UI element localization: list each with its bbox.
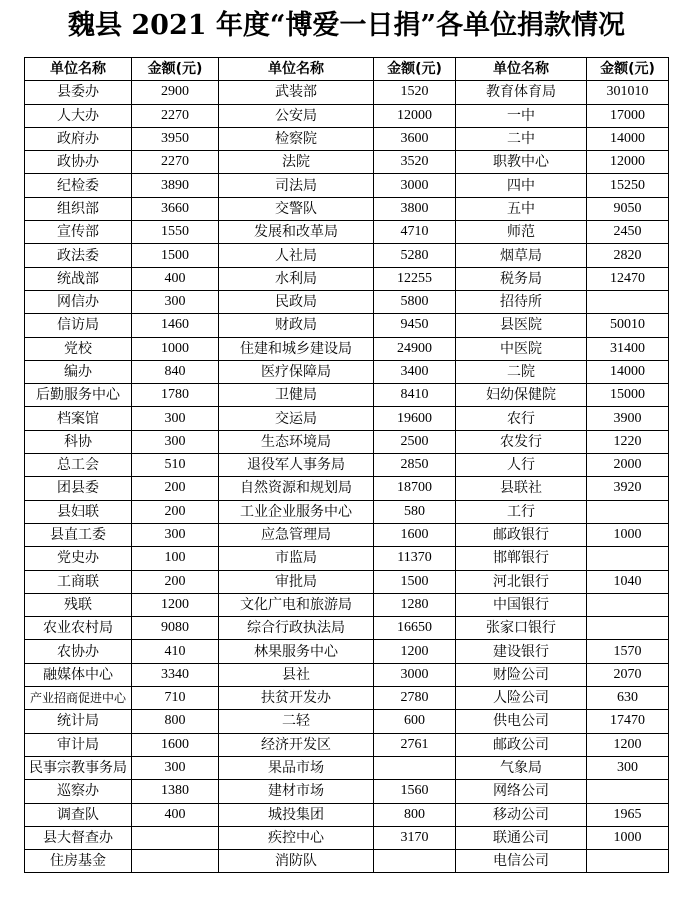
amount-cell-col1: 710 (132, 687, 219, 710)
unit-name-cell-col3: 师范 (456, 221, 587, 244)
amount-cell-col2: 2761 (374, 733, 456, 756)
unit-name-cell-col3: 二院 (456, 360, 587, 383)
unit-name-cell-col2: 文化广电和旅游局 (219, 593, 374, 616)
amount-cell-col1: 9080 (132, 617, 219, 640)
unit-name-cell-col2: 人社局 (219, 244, 374, 267)
table-row (25, 780, 669, 803)
amount-cell-col1: 300 (132, 523, 219, 546)
amount-cell-col2: 4710 (374, 221, 456, 244)
header-unit-name-2: 单位名称 (219, 58, 374, 81)
amount-cell-col1: 800 (132, 710, 219, 733)
amount-cell-col3 (587, 617, 669, 640)
unit-name-cell-col1: 政府办 (25, 127, 132, 150)
unit-name-cell-col3: 五中 (456, 197, 587, 220)
unit-name-cell-col2: 经济开发区 (219, 733, 374, 756)
unit-name-cell-col1: 编办 (25, 360, 132, 383)
unit-name-cell-col1: 住房基金 (25, 850, 132, 873)
amount-cell-col2: 1560 (374, 780, 456, 803)
amount-cell-col1: 300 (132, 756, 219, 779)
unit-name-cell-col1: 党校 (25, 337, 132, 360)
amount-cell-col2: 3800 (374, 197, 456, 220)
unit-name-cell-col3: 四中 (456, 174, 587, 197)
table-row (25, 267, 669, 290)
unit-name-cell-col2: 疾控中心 (219, 826, 374, 849)
table-row (25, 477, 669, 500)
unit-name-cell-col2: 果品市场 (219, 756, 374, 779)
unit-name-cell-col2: 县社 (219, 663, 374, 686)
amount-cell-col3: 14000 (587, 127, 669, 150)
table-row (25, 547, 669, 570)
amount-cell-col1: 1550 (132, 221, 219, 244)
amount-cell-col2: 600 (374, 710, 456, 733)
table-row (25, 523, 669, 546)
unit-name-cell-col3: 电信公司 (456, 850, 587, 873)
unit-name-cell-col1: 巡察办 (25, 780, 132, 803)
unit-name-cell-col3: 中医院 (456, 337, 587, 360)
header-unit-name-3: 单位名称 (456, 58, 587, 81)
amount-cell-col1: 3950 (132, 127, 219, 150)
amount-cell-col2: 8410 (374, 384, 456, 407)
table-row (25, 663, 669, 686)
amount-cell-col1: 2900 (132, 81, 219, 104)
table-row (25, 197, 669, 220)
unit-name-cell-col2: 建材市场 (219, 780, 374, 803)
unit-name-cell-col3: 人行 (456, 454, 587, 477)
amount-cell-col3: 2000 (587, 454, 669, 477)
amount-cell-col1: 100 (132, 547, 219, 570)
unit-name-cell-col3: 财险公司 (456, 663, 587, 686)
amount-cell-col3: 2820 (587, 244, 669, 267)
table-row (25, 756, 669, 779)
amount-cell-col2: 1520 (374, 81, 456, 104)
unit-name-cell-col1: 组织部 (25, 197, 132, 220)
unit-name-cell-col2: 生态环境局 (219, 430, 374, 453)
amount-cell-col3: 12470 (587, 267, 669, 290)
unit-name-cell-col1: 工商联 (25, 570, 132, 593)
table-body (25, 81, 669, 873)
unit-name-cell-col3: 教育体育局 (456, 81, 587, 104)
table-row (25, 593, 669, 616)
amount-cell-col3 (587, 290, 669, 313)
unit-name-cell-col1: 档案馆 (25, 407, 132, 430)
amount-cell-col1: 3890 (132, 174, 219, 197)
amount-cell-col2: 3600 (374, 127, 456, 150)
amount-cell-col2: 1280 (374, 593, 456, 616)
amount-cell-col3: 1570 (587, 640, 669, 663)
amount-cell-col3: 2070 (587, 663, 669, 686)
unit-name-cell-col3: 农发行 (456, 430, 587, 453)
amount-cell-col2: 1600 (374, 523, 456, 546)
amount-cell-col2 (374, 756, 456, 779)
amount-cell-col3 (587, 500, 669, 523)
amount-cell-col1: 1600 (132, 733, 219, 756)
amount-cell-col2: 5280 (374, 244, 456, 267)
table-row (25, 733, 669, 756)
unit-name-cell-col1: 产业招商促进中心 (25, 687, 132, 710)
unit-name-cell-col2: 检察院 (219, 127, 374, 150)
unit-name-cell-col1: 纪检委 (25, 174, 132, 197)
unit-name-cell-col1: 县委办 (25, 81, 132, 104)
unit-name-cell-col2: 工业企业服务中心 (219, 500, 374, 523)
unit-name-cell-col1: 党史办 (25, 547, 132, 570)
table-row (25, 127, 669, 150)
unit-name-cell-col2: 消防队 (219, 850, 374, 873)
unit-name-cell-col3: 建设银行 (456, 640, 587, 663)
amount-cell-col1: 1500 (132, 244, 219, 267)
unit-name-cell-col2: 民政局 (219, 290, 374, 313)
amount-cell-col2: 12255 (374, 267, 456, 290)
unit-name-cell-col3: 河北银行 (456, 570, 587, 593)
amount-cell-col1: 3340 (132, 663, 219, 686)
unit-name-cell-col2: 应急管理局 (219, 523, 374, 546)
header-amount-3: 金额(元) (587, 58, 669, 81)
unit-name-cell-col1: 调查队 (25, 803, 132, 826)
amount-cell-col2: 12000 (374, 104, 456, 127)
amount-cell-col2: 5800 (374, 290, 456, 313)
unit-name-cell-col2: 城投集团 (219, 803, 374, 826)
unit-name-cell-col3: 邯郸银行 (456, 547, 587, 570)
unit-name-cell-col3: 职教中心 (456, 151, 587, 174)
amount-cell-col2: 2500 (374, 430, 456, 453)
unit-name-cell-col2: 二轻 (219, 710, 374, 733)
table-row (25, 687, 669, 710)
amount-cell-col2: 18700 (374, 477, 456, 500)
unit-name-cell-col3: 工行 (456, 500, 587, 523)
unit-name-cell-col2: 审批局 (219, 570, 374, 593)
amount-cell-col1 (132, 850, 219, 873)
unit-name-cell-col1: 信访局 (25, 314, 132, 337)
amount-cell-col2: 11370 (374, 547, 456, 570)
table-row (25, 407, 669, 430)
unit-name-cell-col2: 公安局 (219, 104, 374, 127)
amount-cell-col3: 50010 (587, 314, 669, 337)
table-row (25, 384, 669, 407)
unit-name-cell-col2: 林果服务中心 (219, 640, 374, 663)
unit-name-cell-col1: 科协 (25, 430, 132, 453)
unit-name-cell-col3: 张家口银行 (456, 617, 587, 640)
amount-cell-col2: 3400 (374, 360, 456, 383)
unit-name-cell-col1: 民事宗教事务局 (25, 756, 132, 779)
unit-name-cell-col2: 水利局 (219, 267, 374, 290)
amount-cell-col1: 200 (132, 570, 219, 593)
table-row (25, 454, 669, 477)
unit-name-cell-col3: 邮政银行 (456, 523, 587, 546)
unit-name-cell-col1: 统战部 (25, 267, 132, 290)
amount-cell-col3: 1000 (587, 826, 669, 849)
amount-cell-col3 (587, 593, 669, 616)
unit-name-cell-col1: 宣传部 (25, 221, 132, 244)
unit-name-cell-col2: 武装部 (219, 81, 374, 104)
amount-cell-col3: 1040 (587, 570, 669, 593)
unit-name-cell-col3: 税务局 (456, 267, 587, 290)
unit-name-cell-col1: 后勤服务中心 (25, 384, 132, 407)
amount-cell-col1: 410 (132, 640, 219, 663)
table-row (25, 570, 669, 593)
donation-table (24, 57, 669, 873)
table-row (25, 221, 669, 244)
unit-name-cell-col2: 发展和改革局 (219, 221, 374, 244)
unit-name-cell-col3: 招待所 (456, 290, 587, 313)
amount-cell-col2: 16650 (374, 617, 456, 640)
amount-cell-col1: 1200 (132, 593, 219, 616)
unit-name-cell-col1: 政法委 (25, 244, 132, 267)
amount-cell-col2: 19600 (374, 407, 456, 430)
unit-name-cell-col2: 财政局 (219, 314, 374, 337)
unit-name-cell-col1: 融媒体中心 (25, 663, 132, 686)
unit-name-cell-col1: 县妇联 (25, 500, 132, 523)
table-row (25, 244, 669, 267)
amount-cell-col3: 1000 (587, 523, 669, 546)
unit-name-cell-col1: 统计局 (25, 710, 132, 733)
unit-name-cell-col2: 医疗保障局 (219, 360, 374, 383)
unit-name-cell-col3: 农行 (456, 407, 587, 430)
unit-name-cell-col3: 一中 (456, 104, 587, 127)
unit-name-cell-col3: 联通公司 (456, 826, 587, 849)
amount-cell-col3: 2450 (587, 221, 669, 244)
unit-name-cell-col3: 气象局 (456, 756, 587, 779)
unit-name-cell-col1: 县大督查办 (25, 826, 132, 849)
unit-name-cell-col3: 县联社 (456, 477, 587, 500)
unit-name-cell-col3: 网络公司 (456, 780, 587, 803)
table-row (25, 337, 669, 360)
unit-name-cell-col1: 县直工委 (25, 523, 132, 546)
table-row (25, 640, 669, 663)
unit-name-cell-col2: 卫健局 (219, 384, 374, 407)
amount-cell-col1: 200 (132, 500, 219, 523)
unit-name-cell-col1: 农协办 (25, 640, 132, 663)
amount-cell-col3 (587, 850, 669, 873)
unit-name-cell-col1: 残联 (25, 593, 132, 616)
table-row (25, 710, 669, 733)
unit-name-cell-col3: 烟草局 (456, 244, 587, 267)
unit-name-cell-col3: 人险公司 (456, 687, 587, 710)
amount-cell-col3: 9050 (587, 197, 669, 220)
unit-name-cell-col3: 邮政公司 (456, 733, 587, 756)
amount-cell-col2: 24900 (374, 337, 456, 360)
unit-name-cell-col3: 中国银行 (456, 593, 587, 616)
amount-cell-col3: 14000 (587, 360, 669, 383)
amount-cell-col1: 300 (132, 407, 219, 430)
header-amount-1: 金额(元) (132, 58, 219, 81)
amount-cell-col3: 1220 (587, 430, 669, 453)
unit-name-cell-col1: 政协办 (25, 151, 132, 174)
header-unit-name-1: 单位名称 (25, 58, 132, 81)
amount-cell-col3: 31400 (587, 337, 669, 360)
amount-cell-col2: 1500 (374, 570, 456, 593)
amount-cell-col3: 17000 (587, 104, 669, 127)
unit-name-cell-col2: 交运局 (219, 407, 374, 430)
amount-cell-col3: 3900 (587, 407, 669, 430)
unit-name-cell-col2: 退役军人事务局 (219, 454, 374, 477)
unit-name-cell-col2: 司法局 (219, 174, 374, 197)
header-amount-2: 金额(元) (374, 58, 456, 81)
unit-name-cell-col3: 移动公司 (456, 803, 587, 826)
unit-name-cell-col1: 农业农村局 (25, 617, 132, 640)
amount-cell-col1: 200 (132, 477, 219, 500)
table-row (25, 500, 669, 523)
table-row (25, 430, 669, 453)
amount-cell-col2: 2780 (374, 687, 456, 710)
table-row (25, 314, 669, 337)
table-row (25, 617, 669, 640)
amount-cell-col1: 400 (132, 267, 219, 290)
table-row (25, 174, 669, 197)
unit-name-cell-col3: 二中 (456, 127, 587, 150)
unit-name-cell-col1: 审计局 (25, 733, 132, 756)
amount-cell-col2 (374, 850, 456, 873)
amount-cell-col2: 2850 (374, 454, 456, 477)
amount-cell-col2: 9450 (374, 314, 456, 337)
unit-name-cell-col3: 供电公司 (456, 710, 587, 733)
unit-name-cell-col1: 人大办 (25, 104, 132, 127)
amount-cell-col1: 510 (132, 454, 219, 477)
amount-cell-col1: 1780 (132, 384, 219, 407)
amount-cell-col3: 3920 (587, 477, 669, 500)
unit-name-cell-col3: 县医院 (456, 314, 587, 337)
unit-name-cell-col2: 法院 (219, 151, 374, 174)
amount-cell-col1: 1460 (132, 314, 219, 337)
table-row (25, 81, 669, 104)
table-header-row (25, 58, 669, 81)
unit-name-cell-col2: 扶贫开发办 (219, 687, 374, 710)
amount-cell-col3: 15000 (587, 384, 669, 407)
amount-cell-col3: 301010 (587, 81, 669, 104)
amount-cell-col1: 840 (132, 360, 219, 383)
amount-cell-col3: 1965 (587, 803, 669, 826)
table-row (25, 104, 669, 127)
amount-cell-col2: 800 (374, 803, 456, 826)
amount-cell-col1: 300 (132, 430, 219, 453)
amount-cell-col1: 300 (132, 290, 219, 313)
amount-cell-col1: 1000 (132, 337, 219, 360)
unit-name-cell-col2: 自然资源和规划局 (219, 477, 374, 500)
amount-cell-col2: 3000 (374, 174, 456, 197)
amount-cell-col1: 2270 (132, 151, 219, 174)
table-row (25, 360, 669, 383)
amount-cell-col3 (587, 547, 669, 570)
unit-name-cell-col1: 总工会 (25, 454, 132, 477)
unit-name-cell-col3: 妇幼保健院 (456, 384, 587, 407)
unit-name-cell-col2: 市监局 (219, 547, 374, 570)
amount-cell-col2: 3520 (374, 151, 456, 174)
amount-cell-col2: 580 (374, 500, 456, 523)
unit-name-cell-col1: 网信办 (25, 290, 132, 313)
amount-cell-col3: 630 (587, 687, 669, 710)
amount-cell-col3 (587, 780, 669, 803)
amount-cell-col2: 1200 (374, 640, 456, 663)
amount-cell-col2: 3000 (374, 663, 456, 686)
table-row (25, 826, 669, 849)
amount-cell-col3: 17470 (587, 710, 669, 733)
table-row (25, 290, 669, 313)
amount-cell-col1: 400 (132, 803, 219, 826)
amount-cell-col1: 3660 (132, 197, 219, 220)
amount-cell-col3: 1200 (587, 733, 669, 756)
table-row (25, 850, 669, 873)
amount-cell-col3: 15250 (587, 174, 669, 197)
unit-name-cell-col1: 团县委 (25, 477, 132, 500)
page-title: 魏县 2021 年度“博爱一日捐”各单位捐款情况 (67, 10, 625, 41)
table-row (25, 151, 669, 174)
unit-name-cell-col2: 综合行政执法局 (219, 617, 374, 640)
amount-cell-col3: 300 (587, 756, 669, 779)
unit-name-cell-col2: 住建和城乡建设局 (219, 337, 374, 360)
unit-name-cell-col2: 交警队 (219, 197, 374, 220)
amount-cell-col1: 1380 (132, 780, 219, 803)
amount-cell-col2: 3170 (374, 826, 456, 849)
amount-cell-col1: 2270 (132, 104, 219, 127)
amount-cell-col3: 12000 (587, 151, 669, 174)
amount-cell-col1 (132, 826, 219, 849)
table-row (25, 803, 669, 826)
